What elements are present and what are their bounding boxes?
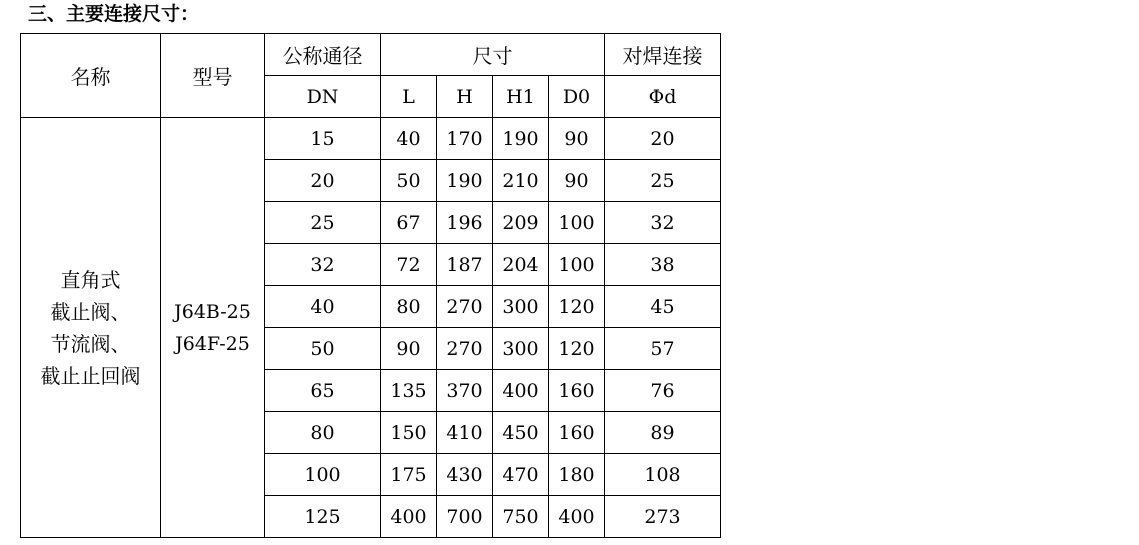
cell-h: 370 [437,370,493,412]
cell-d0: 100 [549,202,605,244]
cell-l: 67 [381,202,437,244]
product-name-line: 直角式 [60,267,121,292]
cell-h: 410 [437,412,493,454]
cell-h1: 204 [493,244,549,286]
table-row [21,118,721,160]
cell-h1: 750 [493,496,549,538]
cell-phi-d: 57 [605,328,721,370]
cell-h1: 209 [493,202,549,244]
product-name-line: 节流阀、 [50,331,131,356]
cell-l: 135 [381,370,437,412]
header-name: 名称 [21,34,161,118]
cell-h: 187 [437,244,493,286]
cell-d0: 400 [549,496,605,538]
cell-l: 175 [381,454,437,496]
header-h: H [437,76,493,118]
product-name-line: 截止止回阀 [40,363,141,388]
cell-h: 430 [437,454,493,496]
table-body [21,34,721,538]
cell-phi-d: 25 [605,160,721,202]
header-l: L [381,76,437,118]
cell-d0: 120 [549,286,605,328]
connection-dimensions-table [20,33,721,538]
cell-l: 40 [381,118,437,160]
section-title: 三、主要连接尺寸： [28,3,200,25]
cell-dn: 15 [265,118,381,160]
cell-dn: 100 [265,454,381,496]
cell-h: 700 [437,496,493,538]
cell-h1: 190 [493,118,549,160]
cell-dn: 40 [265,286,381,328]
cell-h: 270 [437,328,493,370]
cell-h1: 400 [493,370,549,412]
cell-dn: 125 [265,496,381,538]
cell-l: 90 [381,328,437,370]
cell-h1: 210 [493,160,549,202]
cell-d0: 90 [549,118,605,160]
cell-phi-d: 108 [605,454,721,496]
cell-h: 196 [437,202,493,244]
cell-h1: 300 [493,328,549,370]
cell-d0: 160 [549,370,605,412]
cell-phi-d: 273 [605,496,721,538]
cell-phi-d: 38 [605,244,721,286]
product-name-cell [21,118,161,538]
cell-h1: 450 [493,412,549,454]
product-name-line: 截止阀、 [50,299,131,324]
cell-dn: 25 [265,202,381,244]
header-h1: H1 [493,76,549,118]
cell-l: 400 [381,496,437,538]
cell-phi-d: 76 [605,370,721,412]
cell-dn: 80 [265,412,381,454]
cell-l: 80 [381,286,437,328]
header-dimensions: 尺寸 [381,34,605,76]
cell-l: 50 [381,160,437,202]
header-dn: DN [265,76,381,118]
header-nominal-diameter: 公称通径 [265,34,381,76]
header-d0: D0 [549,76,605,118]
cell-h: 170 [437,118,493,160]
cell-l: 72 [381,244,437,286]
cell-phi-d: 20 [605,118,721,160]
cell-dn: 50 [265,328,381,370]
cell-dn: 32 [265,244,381,286]
cell-phi-d: 32 [605,202,721,244]
model-line: J64B-25 [174,300,251,323]
cell-d0: 90 [549,160,605,202]
header-phi-d: Φd [605,76,721,118]
header-row-1 [21,34,721,76]
cell-phi-d: 89 [605,412,721,454]
cell-dn: 65 [265,370,381,412]
cell-l: 150 [381,412,437,454]
cell-dn: 20 [265,160,381,202]
model-cell [161,118,265,538]
header-butt-weld: 对焊连接 [605,34,721,76]
cell-h1: 470 [493,454,549,496]
cell-h: 190 [437,160,493,202]
cell-d0: 160 [549,412,605,454]
cell-d0: 180 [549,454,605,496]
cell-d0: 120 [549,328,605,370]
model-line: J64F-25 [175,332,250,355]
cell-h: 270 [437,286,493,328]
cell-d0: 100 [549,244,605,286]
header-model: 型号 [161,34,265,118]
cell-h1: 300 [493,286,549,328]
cell-phi-d: 45 [605,286,721,328]
